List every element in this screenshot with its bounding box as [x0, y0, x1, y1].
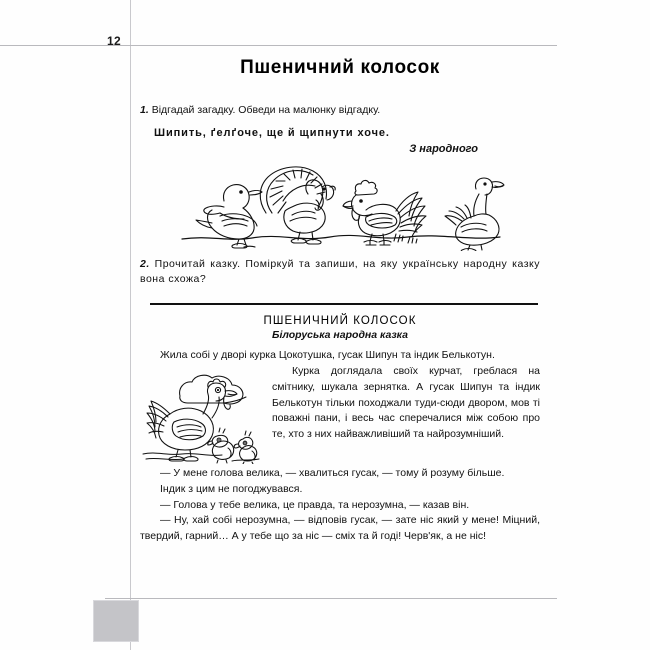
task-1-instruction: Відгадай загадку. Обведи на малюнку відгадку.	[151, 104, 381, 116]
story-paragraph-4: Індик з цим не погоджувався.	[160, 482, 303, 495]
page-number: 12	[107, 34, 121, 48]
story-paragraph-3: — У мене голова велика, — хвалиться гусак, — тому й розуму більше.	[160, 466, 505, 479]
task-1-number: 1.	[140, 104, 149, 116]
page-content	[140, 0, 540, 545]
chick	[234, 431, 257, 464]
task-1	[140, 103, 540, 118]
riddle-text: Шипить, ґелґоче, ще й щипнути хоче.	[154, 127, 390, 140]
footer-rule	[105, 598, 557, 599]
birds-row-illustration[interactable]	[140, 161, 540, 251]
task-2-number: 2.	[140, 258, 150, 271]
turkey	[260, 167, 335, 244]
story-subtitle: Білоруська народна казка	[272, 328, 408, 341]
goose	[445, 178, 504, 251]
story-title: ПШЕНИЧНИЙ КОЛОСОК	[263, 314, 417, 327]
footer-corner-box	[93, 600, 139, 642]
vertical-margin-rule	[130, 0, 131, 650]
story-paragraph-2: Курка доглядала своїх курчат, греблася на смітнику, шукала зернятка. А гусак Шипун та індик Белькотун тільки походжали туди-сюди двором, мов ті поважні пани, і весь час сперечалися між собою про те, хто з них найважливіший та найрозумніший.	[272, 364, 540, 441]
riddle-source: З народного	[409, 143, 478, 156]
chick	[208, 428, 234, 463]
story-paragraph-6: — Ну, хай собі нерозумна, — відповів гусак, — зате ніс який у мене! Міцний, твердий, гарний… А у тебе що за ніс — сміх та й годі! Черв'як, а не ніс!	[140, 514, 540, 543]
hen-with-chicks-illustration[interactable]	[140, 366, 262, 464]
task-2	[140, 257, 540, 287]
task-2-instruction: Прочитай казку. Поміркуй та запиши, на яку українську народну казку вона схожа?	[140, 258, 540, 286]
page-title: Пшеничний колосок	[240, 57, 440, 78]
story-block	[140, 315, 540, 546]
story-paragraph-5: — Голова у тебе велика, це правда, та нерозумна, — казав він.	[160, 498, 470, 511]
answer-write-line[interactable]	[150, 303, 538, 305]
story-paragraph-1: Жила собі у дворі курка Цокотушка, гусак Шипун та індик Белькотун.	[160, 348, 495, 361]
